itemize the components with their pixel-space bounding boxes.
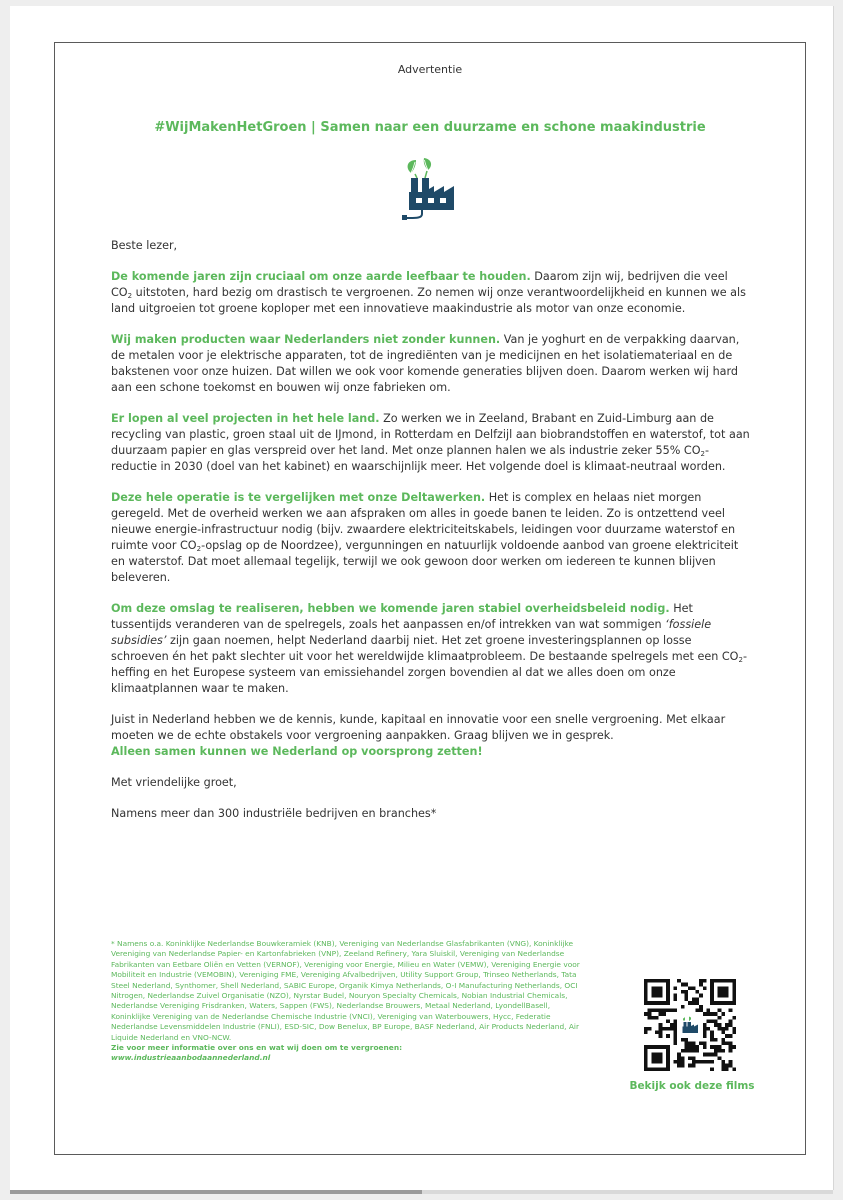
- qr-code[interactable]: [644, 979, 736, 1071]
- letter-body: [111, 238, 751, 822]
- website-link[interactable]: www.industrieaanbodaannederland.nl: [111, 1053, 271, 1063]
- paragraph-highlight: De komende jaren zijn cruciaal om onze aarde leefbaar te houden.: [111, 270, 531, 283]
- salutation: Beste lezer,: [111, 239, 178, 252]
- paragraph-highlight: Er lopen al veel projecten in het hele land.: [111, 412, 380, 425]
- footnote-text: * Namens o.a. Koninklijke Nederlandse Bouwkeramiek (KNB), Vereniging van Nederlandse Glasfabrikanten (VNG), Koninklijke Vereniging van Nederlandse Papier- en Kartonfabrieken (VNP), Zeeland Refinery, Yara Sluiskil, Vereniging van Nederlandse Fabrikanten van Eetbare Oliën en Vetten (VERNOF), Vereniging voor Energie, Milieu en Water (VEMW), Vereniging Energie voor Mobiliteit en Industrie (VEMOBIN), Vereniging FME, Vereniging Afvalbedrijven, Utility Support Group, Trinseo Netherlands, Tata Steel Nederland, Synthomer, Shell Nederland, SABIC Europe, Organik Kimya Netherlands, O-I Manufacturing Netherlands, OCI Nitrogen, Nederlandse Zuivel Organisatie (NZO), Nyrstar Budel, Nouryon Specialty Chemicals, Nobian Industrial Chemicals, Nederlandse Vereniging Frisdranken, Waters, Sappen (FWS), Nederlandse Brouwers, Metaal Nederland, LyondellBasell, Koninklijke Vereniging van de Nederlandse Chemische Industrie (VNCI), Vereniging van Waterbouwers, Hycc, Federatie Nederlandse Levensmiddelen Industrie (FNLI), ESD-SIC, Dow Benelux, BP Europe, BASF Nederland, Air Products Nederland, Air Liquide Nederland en VNO-NCW.: [111, 939, 580, 1042]
- italic-text: ‘fossiele subsidies’: [111, 618, 712, 647]
- signature: Namens meer dan 300 industriële bedrijven en branches*: [111, 807, 437, 820]
- paragraph-highlight: Om deze omslag te realiseren, hebben we komende jaren stabiel overheidsbeleid nodig.: [111, 602, 670, 615]
- qr-caption: Bekijk ook deze films: [629, 1080, 755, 1092]
- paragraph-4: [111, 490, 751, 586]
- paragraph-5: [111, 601, 751, 697]
- more-info-text: Zie voor meer informatie over ons en wat wij doen om te vergroenen:: [111, 1043, 403, 1053]
- paragraph-highlight: Alleen samen kunnen we Nederland op voorsprong zetten!: [111, 745, 483, 758]
- paragraph-6: [111, 712, 751, 760]
- headline: #WijMakenHetGroen | Samen naar een duurzame en schone maakindustrie: [154, 120, 706, 135]
- footnote: [111, 939, 583, 1064]
- paragraph-text: Zo werken we in Zeeland, Brabant en Zuid-Limburg aan de recycling van plastic, groen staal uit de IJmond, in Rotterdam en Delfzijl aan biobrandstoffen en waterstof, tot aan duurzaam papier en glas verspreid over het land. Met onze plannen halen we als industrie zeker 55% CO: [111, 412, 750, 457]
- paragraph-3: [111, 411, 751, 475]
- page-scroll-indicator: [10, 1190, 833, 1194]
- paragraph-text: Juist in Nederland hebben we de kennis, kunde, kapitaal en innovatie voor een snelle vergroening. Met elkaar moeten we de echte obstakels voor vergroening aanpakken. Graag blijven we in gesprek.: [111, 713, 726, 742]
- paragraph-highlight: Deze hele operatie is te vergelijken met onze Deltawerken.: [111, 491, 486, 504]
- advertisement-frame: [54, 42, 806, 1155]
- paragraph-text: Het is complex en helaas niet morgen geregeld. Met de overheid werken we aan afspraken om alles in goede banen te leiden. Zo is ontzettend veel nieuwe energie-infrastructuur nodig (bijv. zwaardere elektriciteitskabels, leidingen voor duurzame waterstof en ruimte voor CO: [111, 491, 736, 552]
- closing: Met vriendelijke groet,: [111, 776, 237, 789]
- subscript: 2: [127, 292, 133, 300]
- paragraph-text: zijn gaan noemen, helpt Nederland daarbij niet. Het zet groene investeringsplannen op losse schroeven én het pakt slechter uit voor het wereldwijde klimaatprobleem. De bestaande spelregels met een CO: [111, 634, 739, 663]
- paragraph-1: [111, 269, 751, 317]
- subscript: 2: [700, 450, 705, 458]
- paragraph-text: Het tussentijds veranderen van de spelregels, zoals het aanpassen en/of intrekken van wat sommigen: [111, 602, 693, 631]
- subscript: 2: [738, 656, 743, 664]
- paragraph-text: Van je yoghurt en de verpakking daarvan, de metalen voor je elektrische apparaten, tot de ingrediënten van je medicijnen en het isolatiemateriaal en de bakstenen voor onze huizen. Dat willen we ook voor komende generaties blijven doen. Daarom werken wij hard aan een schone toekomst en bouwen wij onze fabrieken om.: [111, 333, 740, 394]
- paragraph-text: -heffing en het Europese systeem van emissiehandel zorgen bovendien al dat we alles doen om onze klimaatplannen waar te maken.: [111, 650, 747, 695]
- paragraph-text: -reductie in 2030 (doel van het kabinet) en waarschijnlijk meer. Het volgende doel is klimaat-neutraal worden.: [111, 444, 726, 473]
- paragraph-text: -opslag op de Noordzee), vergunningen en natuurlijk voldoende aanbod van groene elektriciteit en waterstof. Dat moet allemaal tegelijk, terwijl we ook gewoon door werken om iedereen te kunnen blijven beleveren.: [111, 539, 739, 584]
- paragraph-text: Daarom zijn wij, bedrijven die veel CO: [111, 270, 728, 299]
- paragraph-highlight: Wij maken producten waar Nederlanders niet zonder kunnen.: [111, 333, 501, 346]
- subscript: 2: [196, 545, 202, 553]
- factory-plug-leaf-icon: [402, 158, 460, 220]
- paragraph-text: uitstoten, hard bezig om drastisch te vergroenen. Zo nemen wij onze verantwoordelijkheid en kunnen we als land uitgroeien tot groene koploper met een innovatieve maakindustrie als motor van onze economie.: [111, 286, 746, 315]
- ad-label: Advertentie: [397, 63, 463, 76]
- paragraph-2: [111, 332, 751, 396]
